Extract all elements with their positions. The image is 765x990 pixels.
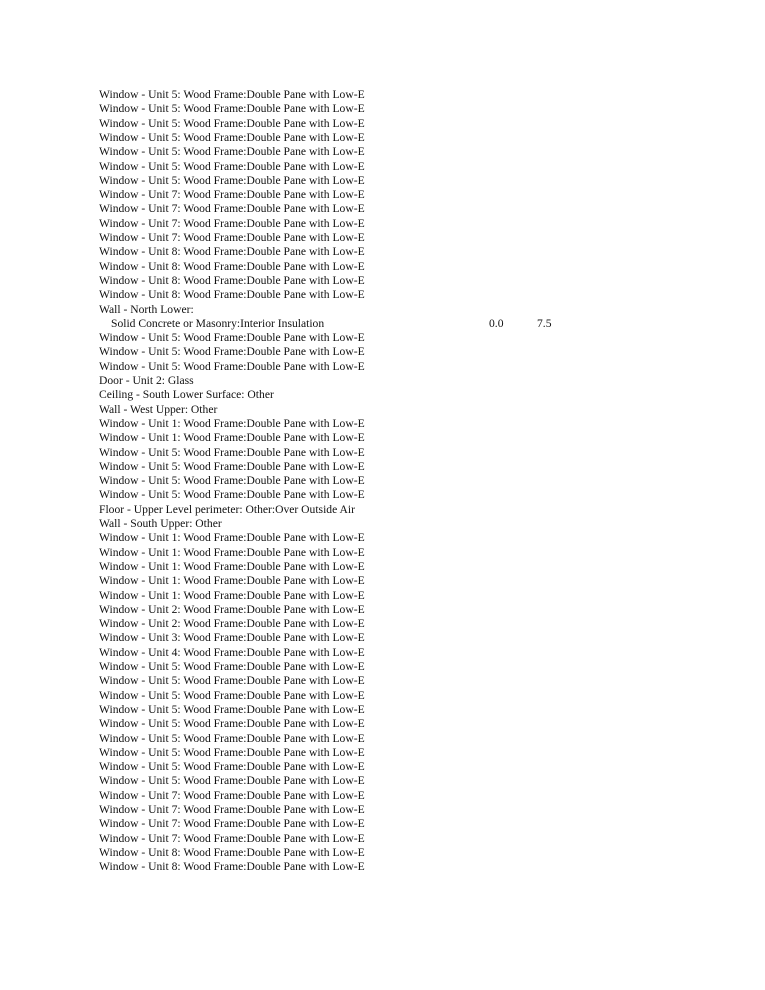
row-description: Window - Unit 1: Wood Frame:Double Pane with Low-E bbox=[99, 588, 365, 602]
row-description: Window - Unit 5: Wood Frame:Double Pane with Low-E bbox=[99, 674, 365, 688]
row-description: Solid Concrete or Masonry:Interior Insulation bbox=[111, 316, 325, 330]
row-description: Window - Unit 1: Wood Frame:Double Pane with Low-E bbox=[99, 531, 365, 545]
row-description: Window - Unit 3: Wood Frame:Double Pane with Low-E bbox=[99, 631, 365, 645]
row-description: Window - Unit 5: Wood Frame:Double Pane with Low-E bbox=[99, 331, 365, 345]
row-description: Window - Unit 5: Wood Frame:Double Pane with Low-E bbox=[99, 159, 365, 173]
row-description: Window - Unit 1: Wood Frame:Double Pane with Low-E bbox=[99, 545, 365, 559]
row-description: Window - Unit 8: Wood Frame:Double Pane with Low-E bbox=[99, 273, 365, 287]
row-description: Window - Unit 7: Wood Frame:Double Pane with Low-E bbox=[99, 803, 365, 816]
row-description: Window - Unit 5: Wood Frame:Double Pane with Low-E bbox=[99, 760, 365, 774]
row-description: Window - Unit 2: Wood Frame:Double Pane with Low-E bbox=[99, 602, 365, 616]
row-description: Window - Unit 5: Wood Frame:Double Pane with Low-E bbox=[99, 173, 365, 187]
row-description: Window - Unit 7: Wood Frame:Double Pane with Low-E bbox=[99, 817, 365, 831]
row-description: Window - Unit 5: Wood Frame:Double Pane with Low-E bbox=[99, 774, 365, 788]
row-description: Window - Unit 5: Wood Frame:Double Pane with Low-E bbox=[99, 717, 365, 731]
row-description: Window - Unit 5: Wood Frame:Double Pane with Low-E bbox=[99, 688, 365, 702]
row-description: Window - Unit 7: Wood Frame:Double Pane with Low-E bbox=[99, 202, 365, 216]
row-description: Window - Unit 5: Wood Frame:Double Pane with Low-E bbox=[99, 459, 365, 473]
row-description: Window - Unit 5: Wood Frame:Double Pane with Low-E bbox=[99, 116, 365, 130]
row-description: Window - Unit 2: Wood Frame:Double Pane with Low-E bbox=[99, 617, 365, 631]
row-description: Window - Unit 5: Wood Frame:Double Pane with Low-E bbox=[99, 359, 365, 373]
row-description: Window - Unit 1: Wood Frame:Double Pane with Low-E bbox=[99, 416, 365, 430]
row-description: Window - Unit 1: Wood Frame:Double Pane with Low-E bbox=[99, 559, 365, 573]
row-description: Window - Unit 5: Wood Frame:Double Pane with Low-E bbox=[99, 145, 365, 159]
row-description: Window - Unit 7: Wood Frame:Double Pane with Low-E bbox=[99, 831, 365, 845]
row-description: Window - Unit 5: Wood Frame:Double Pane with Low-E bbox=[99, 660, 365, 673]
row-description: Window - Unit 5: Wood Frame:Double Pane with Low-E bbox=[99, 731, 365, 745]
row-description: Wall - West Upper: Other bbox=[99, 402, 218, 416]
row-description: Window - Unit 7: Wood Frame:Double Pane with Low-E bbox=[99, 788, 365, 802]
row-value-a: 0.0 bbox=[489, 316, 504, 330]
row-value-b: 7.5 bbox=[537, 316, 552, 330]
row-description: Window - Unit 1: Wood Frame:Double Pane with Low-E bbox=[99, 431, 365, 445]
row-description: Window - Unit 1: Wood Frame:Double Pane with Low-E bbox=[99, 574, 365, 588]
row-description: Window - Unit 5: Wood Frame:Double Pane with Low-E bbox=[99, 445, 365, 459]
row-description: Window - Unit 5: Wood Frame:Double Pane with Low-E bbox=[99, 488, 365, 502]
row-description: Window - Unit 5: Wood Frame:Double Pane with Low-E bbox=[99, 88, 365, 101]
row-description: Window - Unit 8: Wood Frame:Double Pane with Low-E bbox=[99, 259, 365, 273]
row-description: Window - Unit 5: Wood Frame:Double Pane with Low-E bbox=[99, 702, 365, 716]
row-description: Window - Unit 5: Wood Frame:Double Pane with Low-E bbox=[99, 745, 365, 759]
row-description: Window - Unit 8: Wood Frame:Double Pane with Low-E bbox=[99, 860, 365, 874]
row-description: Window - Unit 5: Wood Frame:Double Pane with Low-E bbox=[99, 474, 365, 488]
row-description: Ceiling - South Lower Surface: Other bbox=[99, 388, 274, 402]
row-description: Window - Unit 8: Wood Frame:Double Pane with Low-E bbox=[99, 245, 365, 259]
row-description: Window - Unit 5: Wood Frame:Double Pane with Low-E bbox=[99, 130, 365, 144]
row-description: Window - Unit 7: Wood Frame:Double Pane with Low-E bbox=[99, 231, 365, 244]
row-description: Window - Unit 5: Wood Frame:Double Pane with Low-E bbox=[99, 102, 365, 116]
row-description: Window - Unit 7: Wood Frame:Double Pane with Low-E bbox=[99, 188, 365, 202]
row-description: Window - Unit 4: Wood Frame:Double Pane with Low-E bbox=[99, 645, 365, 659]
row-description: Window - Unit 5: Wood Frame:Double Pane with Low-E bbox=[99, 345, 365, 359]
row-description: Window - Unit 8: Wood Frame:Double Pane with Low-E bbox=[99, 845, 365, 859]
row-description: Door - Unit 2: Glass bbox=[99, 374, 194, 387]
row-description: Window - Unit 7: Wood Frame:Double Pane with Low-E bbox=[99, 216, 365, 230]
row-description: Wall - North Lower: bbox=[99, 302, 194, 316]
row-description: Floor - Upper Level perimeter: Other:Over Outside Air bbox=[99, 502, 355, 516]
row-description: Window - Unit 8: Wood Frame:Double Pane with Low-E bbox=[99, 288, 365, 302]
row-description: Wall - South Upper: Other bbox=[99, 517, 222, 530]
